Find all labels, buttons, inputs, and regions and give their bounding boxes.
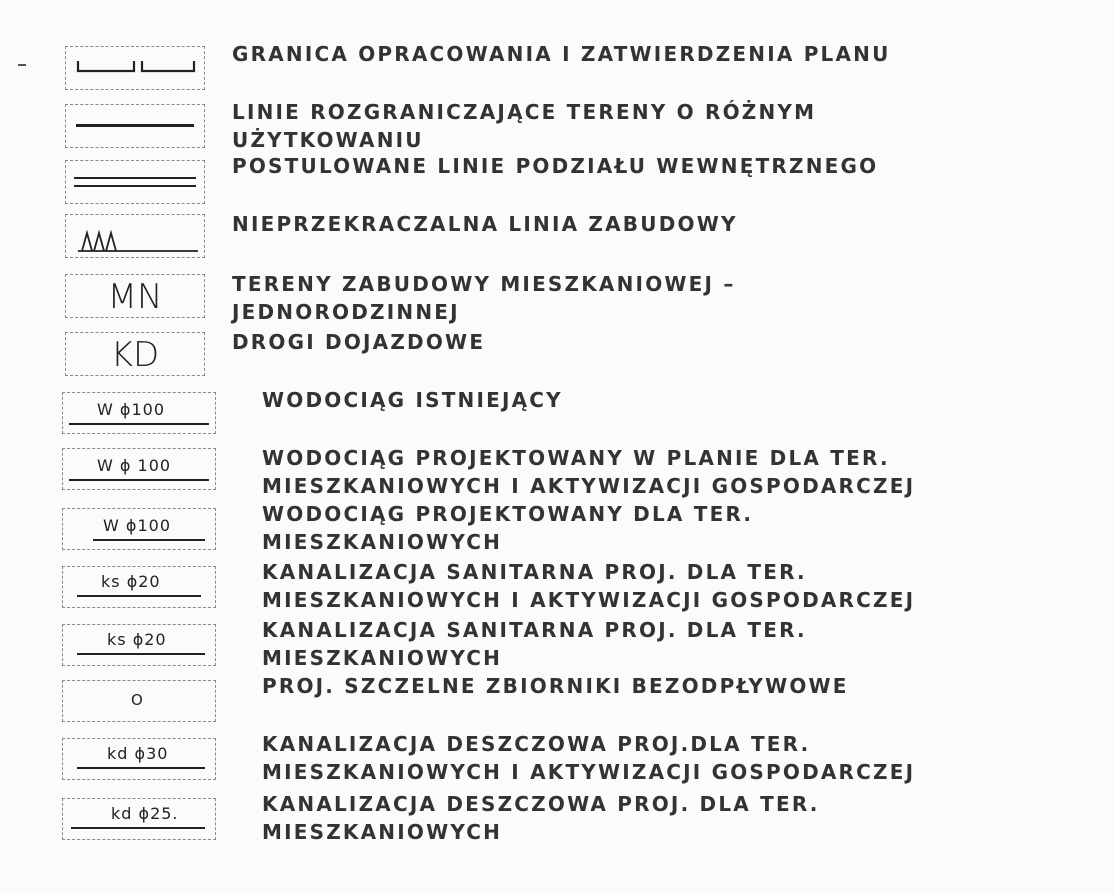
symbol-storm-mixed-label: kd ϕ30: [107, 744, 169, 763]
water-planned-mixed-line: [69, 479, 209, 481]
sanitary-mixed-line: [77, 595, 201, 597]
symbol-water-planned-residential-label: W ϕ100: [103, 516, 171, 535]
legend-text-storm-mixed: KANALIZACJA DESZCZOWA PROJ.DLA TER. MIESZKANIOWYCH I AKTYWIZACJI GOSPODARCZEJ: [262, 732, 916, 784]
legend-text-tanks: PROJ. SZCZELNE ZBIORNIKI BEZODPŁYWOWE: [262, 674, 849, 698]
storm-residential-line: [71, 827, 205, 829]
symbol-storm-residential-label: kd ϕ25.: [111, 804, 179, 823]
legend-text-water-planned-mixed: WODOCIĄG PROJEKTOWANY W PLANIE DLA TER. MIESZKANIOWYCH I AKTYWIZACJI GOSPODARCZEJ: [262, 446, 916, 498]
legend-text-dividing-lines: LINIE ROZGRANICZAJĄCE TERENY O RÓŻNYM UŻYTKOWANIU: [232, 100, 817, 152]
symbol-kd-label: KD: [110, 335, 160, 375]
legend-text-mn: TERENY ZABUDOWY MIESZKANIOWEJ – JEDNORODZINNEJ: [232, 272, 736, 324]
legend-text-internal-division: POSTULOWANE LINIE PODZIAŁU WEWNĘTRZNEGO: [232, 154, 879, 178]
legend-text-water-planned-residential: WODOCIĄG PROJEKTOWANY DLA TER. MIESZKANIOWYCH: [262, 502, 754, 554]
symbol-storm-mixed: [62, 738, 216, 780]
tank-circle-icon: O: [131, 691, 144, 709]
legend-text-water-existing: WODOCIĄG ISTNIEJĄCY: [262, 388, 563, 412]
symbol-kd: [65, 332, 205, 376]
symbol-storm-residential: [62, 798, 216, 840]
water-planned-residential-line: [93, 539, 205, 541]
water-existing-line: [69, 423, 209, 425]
legend-text-sanitary-mixed: KANALIZACJA SANITARNA PROJ. DLA TER. MIESZKANIOWYCH I AKTYWIZACJI GOSPODARCZEJ: [262, 560, 916, 612]
symbol-mn: [65, 274, 205, 318]
symbol-water-planned-mixed-label: W ϕ 100: [97, 456, 172, 475]
sanitary-residential-line: [77, 653, 205, 655]
symbol-water-existing: [62, 392, 216, 434]
double-line-icon-bottom: [74, 185, 196, 187]
symbol-water-planned-mixed: [62, 448, 216, 490]
legend-text-building-line: NIEPRZEKRACZALNA LINIA ZABUDOWY: [232, 212, 738, 236]
symbol-tanks: [62, 680, 216, 722]
triangle-line-icon: [66, 215, 206, 259]
symbol-sanitary-mixed-label: ks ϕ20: [101, 572, 161, 591]
symbol-water-planned-residential: [62, 508, 216, 550]
symbol-mn-label: MN: [107, 277, 163, 317]
legend-text-kd: DROGI DOJAZDOWE: [232, 330, 486, 354]
thick-line-icon: [76, 124, 194, 127]
symbol-building-line: [65, 214, 205, 258]
legend-text-sanitary-residential: KANALIZACJA SANITARNA PROJ. DLA TER. MIESZKANIOWYCH: [262, 618, 807, 670]
symbol-sanitary-residential-label: ks ϕ20: [107, 630, 167, 649]
symbol-plan-boundary: [65, 46, 205, 90]
legend-text-plan-boundary: GRANICA OPRACOWANIA I ZATWIERDZENIA PLANU: [232, 42, 891, 66]
symbol-internal-division: [65, 160, 205, 204]
double-line-icon-top: [74, 177, 196, 179]
legend-text-storm-residential: KANALIZACJA DESZCZOWA PROJ. DLA TER. MIESZKANIOWYCH: [262, 792, 820, 844]
symbol-sanitary-mixed: [62, 566, 216, 608]
margin-mark: [18, 64, 26, 66]
symbol-water-existing-label: W ϕ100: [97, 400, 165, 419]
symbol-sanitary-residential: [62, 624, 216, 666]
boundary-line-icon: [66, 47, 206, 91]
symbol-dividing-lines: [65, 104, 205, 148]
storm-mixed-line: [77, 767, 205, 769]
